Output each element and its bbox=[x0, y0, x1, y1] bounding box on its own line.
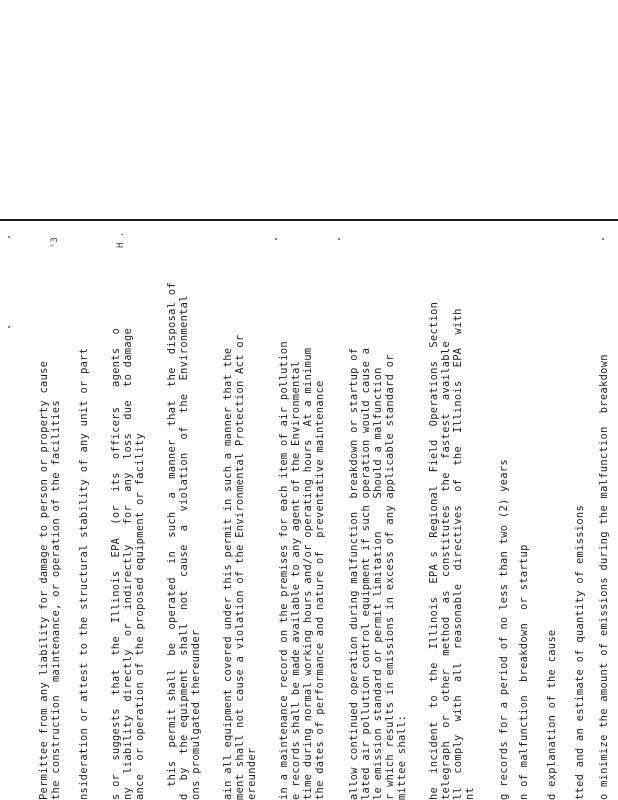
document-line: ance or operation of the proposed equipment or facility bbox=[134, 432, 146, 800]
document-line: he incident to the Illinois EPA s Regional Field Operations Section bbox=[428, 301, 440, 800]
document-line: ereunder bbox=[246, 747, 258, 800]
document-line: g records for a period of no less than two (2) years bbox=[498, 459, 510, 800]
document-line: tted and an estimate of quantity of emissions bbox=[574, 504, 586, 800]
document-line: allow continued operation during malfunction breakdown or startup of bbox=[348, 347, 360, 800]
document-line: ons promulgated thereunder bbox=[190, 629, 202, 800]
document-line: time during normal working hours and/or operating hours At a minimum bbox=[302, 347, 314, 800]
document-line: nt bbox=[464, 786, 476, 800]
scan-edge-line bbox=[0, 219, 618, 221]
document-line: in a maintenance record on the premises for each item of air pollution bbox=[278, 341, 290, 800]
document-line: o minimize the amount of emissions during the malfunction breakdown bbox=[598, 354, 610, 800]
document-line: d explanation of the cause bbox=[546, 629, 558, 800]
document-line: s or suggests that the Illinois EPA (or its officers agents o bbox=[110, 327, 122, 800]
page-mark-middle: H . bbox=[116, 231, 126, 248]
document-line: ll comply with all reasonable directives of the Illinois EPA with bbox=[452, 308, 464, 800]
speck bbox=[8, 236, 10, 238]
document-line: mittee shall: bbox=[396, 714, 408, 800]
rotated-document-body bbox=[0, 231, 618, 800]
document-line: ny liability directly or indirectly for any loss due to damage bbox=[122, 327, 134, 800]
document-line: nsideration or attest to the structural stability of any unit or part bbox=[78, 347, 90, 800]
document-line: the construction maintenance, or operation of the facilities bbox=[50, 400, 62, 800]
document-line: d by the equipment shall not cause a violation of the Environmental bbox=[178, 295, 190, 800]
document-line: le emission standard or permit limitation Should a malfunction bbox=[372, 367, 384, 800]
document-line: this permit shall be operated in such a manner that the disposal of bbox=[166, 282, 178, 800]
document-line: lated air pollution control equipment if such operation would cause a bbox=[360, 347, 372, 800]
document-line: e records shall be made available to any agent of the Environmental bbox=[290, 360, 302, 800]
page-mark-left: '3 bbox=[50, 237, 60, 248]
document-line: the dates of performance and nature of preventative maintenance bbox=[314, 380, 326, 800]
document-line: n of malfunction breakdown or startup bbox=[518, 544, 530, 800]
document-line: ain all equipment covered under this permit in such a manner that the bbox=[222, 347, 234, 800]
document-line: ment shall not cause a violation of the Environmental Protection Act or bbox=[234, 334, 246, 800]
document-line: telegraph or other method as constitutes the fastest available bbox=[440, 341, 452, 800]
document-line: r which results in emissions in excess of any applicable standard or bbox=[384, 354, 396, 800]
document-line: Permittee from any liability for damage to person or property cause bbox=[38, 360, 50, 800]
